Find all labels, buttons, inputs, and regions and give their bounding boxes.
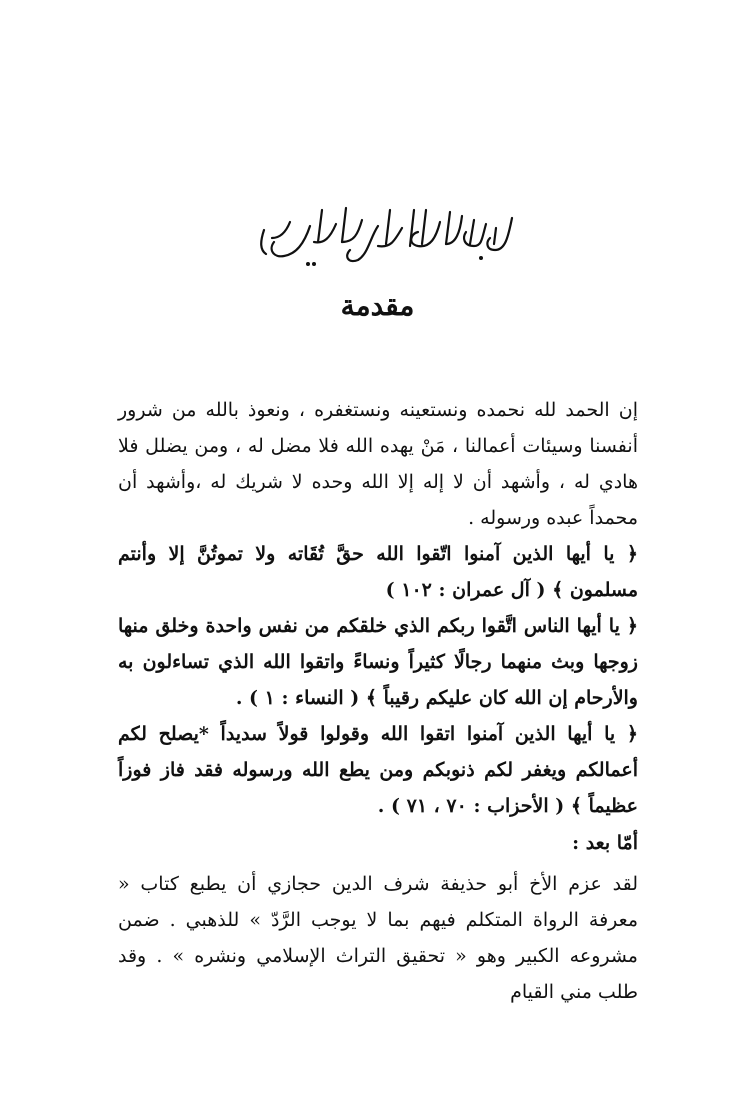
basmala-calligraphy — [250, 198, 520, 278]
paragraph-book-project: لقد عزم الأخ أبو حذيفة شرف الدين حجازي أن يطبع كتاب « معرفة الرواة المتكلم فيهم بما لا يوجب الرَّدّ » للذهبي . ضمن مشروعه الكبير وهو « تحقيق التراث الإسلامي ونشره » . وقد طلب مني القيام — [118, 873, 638, 1003]
final-paragraph-block — [118, 866, 638, 1010]
verse-block-1 — [118, 536, 638, 608]
paragraph-amma-bad: أمّا بعد : — [572, 832, 638, 854]
amma-bad-block — [118, 825, 638, 861]
paragraph-verse-al-ahzab: ﴿ يا أيها الذين آمنوا اتقوا الله وقولوا قولاً سديداً *يصلح لكم أعمالكم ويغفر لكم ذنوبكم ومن يطع الله ورسوله فقد فاز فوزاً عظيماً ﴾ ( الأحزاب : ٧٠ ، ٧١ ) . — [118, 723, 638, 817]
verse-block-2 — [118, 608, 638, 716]
paragraph-verse-an-nisa: ﴿ يا أيها الناس اتَّقوا ربكم الذي خلقكم من نفس واحدة وخلق منها زوجها وبث منهما رجالًا كثيراً ونساءً واتقوا الله الذي تساءلون به والأرحام إن الله كان عليكم رقيباً ﴾ ( النساء : ١ ) . — [118, 615, 638, 709]
paragraph-verse-al-imran: ﴿ يا أيها الذين آمنوا اتّقوا الله حقَّ تُقَاته ولا تموتُنَّ إلا وأنتم مسلمون ﴾ ( آل عمران : ١٠٢ ) — [118, 543, 638, 601]
basmala-calligraphy-drawing — [250, 198, 520, 278]
paragraph-praise: إن الحمد لله نحمده ونستعينه ونستغفره ، ونعوذ بالله من شرور أنفسنا وسيئات أعمالنا ، مَنْ يهده الله فلا مضل له ، ومن يضلل فلا هادي له ، وأشهد أن لا إله إلا الله وحده لا شريك له ،وأشهد أن محمداً عبده ورسوله . — [118, 399, 638, 529]
page-title: مقدمة — [340, 289, 415, 322]
verse-block-3 — [118, 716, 638, 824]
intro-paragraph-block — [118, 392, 638, 536]
